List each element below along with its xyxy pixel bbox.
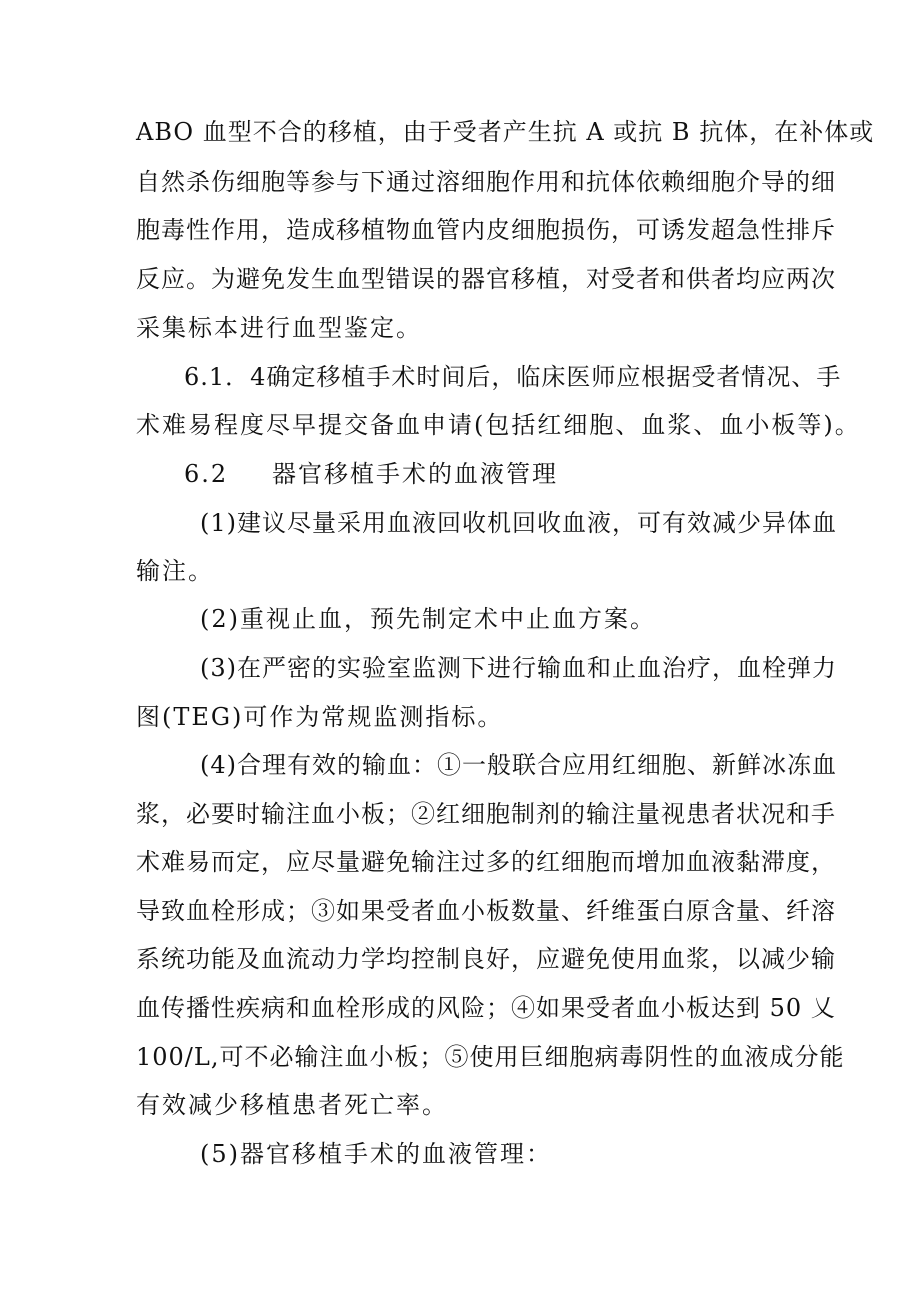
list-item-line: 100/L,可不必输注血小板；⑤使用巨细胞病毒阴性的血液成分能 xyxy=(136,1043,845,1071)
list-item-line: (2)重视止血，预先制定术中止血方案。 xyxy=(200,605,656,633)
list-item-line: (4)合理有效的输血：①一般联合应用红细胞、新鲜冰冻血 xyxy=(200,751,837,779)
list-item-line: (1)建议尽量采用血液回收机回收血液，可有效减少异体血 xyxy=(200,509,837,537)
paragraph-line: 反应。为避免发生血型错误的器官移植，对受者和供者均应两次 xyxy=(136,265,836,293)
section-title: 器官移植手术的血液管理 xyxy=(272,460,558,488)
section-number: 6.2 xyxy=(184,460,229,488)
list-item-line: (5)器官移植手术的血液管理： xyxy=(200,1140,552,1168)
list-item-line: 输注。 xyxy=(136,557,214,585)
list-item-line: (3)在严密的实验室监测下进行输血和止血治疗，血栓弹力 xyxy=(200,654,837,682)
paragraph-line: 自然杀伤细胞等参与下通过溶细胞作用和抗体依赖细胞介导的细 xyxy=(136,168,836,196)
list-item-line: 术难易而定，应尽量避免输注过多的红细胞而增加血液黏滞度， xyxy=(136,848,836,876)
list-item-line: 血传播性疾病和血栓形成的风险；④如果受者血小板达到 50 乂 xyxy=(136,994,836,1022)
list-item-line: 系统功能及血流动力学均控制良好，应避免使用血浆，以减少输 xyxy=(136,945,836,973)
list-item-line: 浆，必要时输注血小板；②红细胞制剂的输注量视患者状况和手 xyxy=(136,800,836,828)
paragraph-line: 胞毒性作用，造成移植物血管内皮细胞损伤，可诱发超急性排斥 xyxy=(136,216,836,244)
paragraph-line: 采集标本进行血型鉴定。 xyxy=(136,314,422,342)
list-item-line: 导致血栓形成；③如果受者血小板数量、纤维蛋白原含量、纤溶 xyxy=(136,897,836,925)
section-heading xyxy=(184,459,558,489)
paragraph-line: 6.1．4确定移植手术时间后，临床医师应根据受者情况、手 xyxy=(184,363,842,391)
paragraph-line: 术难易程度尽早提交备血申请(包括红细胞、血浆、血小板等)。 xyxy=(136,411,861,439)
list-item-line: 有效减少移植患者死亡率。 xyxy=(136,1091,448,1119)
paragraph-line: ABO 血型不合的移植，由于受者产生抗 A 或抗 B 抗体，在补体或 xyxy=(136,118,875,146)
list-item-line: 图(TEG)可作为常规监测指标。 xyxy=(136,703,504,731)
